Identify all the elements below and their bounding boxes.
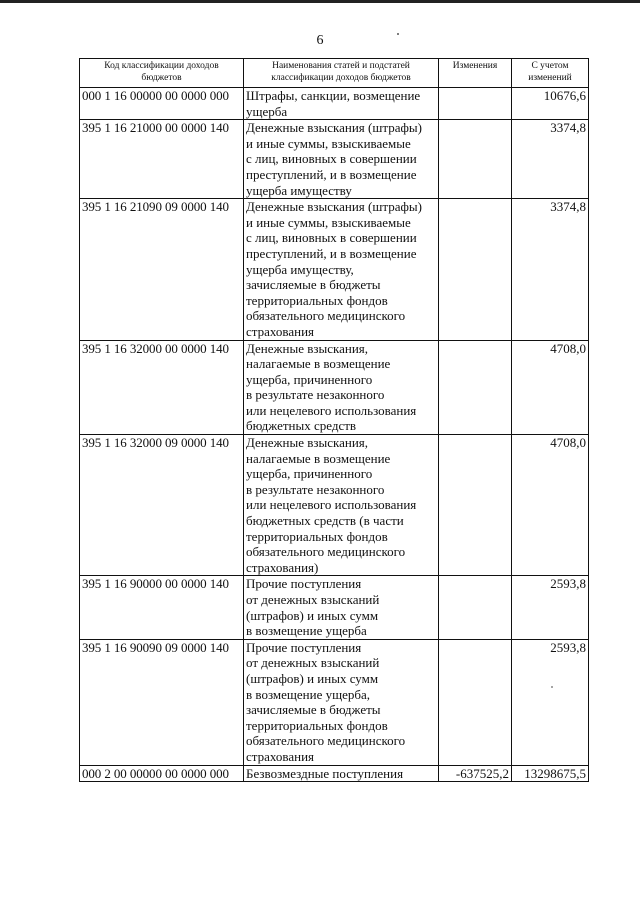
header-total: С учетом изменений <box>512 59 589 88</box>
table-row <box>80 765 589 782</box>
header-name: Наименования статей и подстатей классификации доходов бюджетов <box>244 59 439 88</box>
code-cell: 395 1 16 21090 09 0000 140 <box>80 199 244 340</box>
change-cell <box>439 88 512 120</box>
name-cell: Прочие поступления от денежных взысканий (штрафов) и иных сумм в возмещение ущерба, зачисляемые в бюджеты территориальных фондов обязательного медицинского страхования <box>244 639 439 765</box>
change-cell <box>439 639 512 765</box>
budget-revenue-table <box>79 58 589 782</box>
table-row <box>80 120 589 199</box>
total-cell: 13298675,5 <box>512 765 589 782</box>
name-cell: Денежные взыскания (штрафы) и иные суммы, взыскиваемые с лиц, виновных в совершении преступлений, и в возмещение ущерба имуществу <box>244 120 439 199</box>
change-cell <box>439 576 512 639</box>
total-cell: 10676,6 <box>512 88 589 120</box>
code-cell: 000 2 00 00000 00 0000 000 <box>80 765 244 782</box>
name-cell: Денежные взыскания (штрафы) и иные суммы, взыскиваемые с лиц, виновных в совершении преступлений, и в возмещение ущерба имуществу, зачисляемые в бюджеты территориальных фондов обязательного медицинского страхования <box>244 199 439 340</box>
name-cell: Денежные взыскания, налагаемые в возмещение ущерба, причиненного в результате незаконного или нецелевого использования бюджетных средств (в части территориальных фондов обязательного медицинского страхования) <box>244 435 439 576</box>
table-row <box>80 340 589 435</box>
code-cell: 395 1 16 32000 09 0000 140 <box>80 435 244 576</box>
code-cell: 395 1 16 21000 00 0000 140 <box>80 120 244 199</box>
name-cell: Денежные взыскания, налагаемые в возмещение ущерба, причиненного в результате незаконного или нецелевого использования бюджетных средств <box>244 340 439 435</box>
name-cell: Прочие поступления от денежных взысканий (штрафов) и иных сумм в возмещение ущерба <box>244 576 439 639</box>
header-change: Изменения <box>439 59 512 88</box>
change-cell <box>439 435 512 576</box>
total-cell: 3374,8 <box>512 199 589 340</box>
table-row <box>80 199 589 340</box>
header-code: Код классификации доходов бюджетов <box>80 59 244 88</box>
total-cell: 4708,0 <box>512 340 589 435</box>
top-border-line <box>0 0 640 3</box>
table-row <box>80 639 589 765</box>
code-cell: 395 1 16 90000 00 0000 140 <box>80 576 244 639</box>
change-cell <box>439 120 512 199</box>
code-cell: 000 1 16 00000 00 0000 000 <box>80 88 244 120</box>
total-cell: 2593,8 <box>512 639 589 765</box>
change-cell: -637525,2 <box>439 765 512 782</box>
change-cell <box>439 199 512 340</box>
total-cell: 2593,8 <box>512 576 589 639</box>
change-cell <box>439 340 512 435</box>
code-cell: 395 1 16 32000 00 0000 140 <box>80 340 244 435</box>
table-row <box>80 576 589 639</box>
table-body <box>80 88 589 782</box>
scan-speck <box>397 33 399 35</box>
page-number: 6 <box>316 33 324 48</box>
total-cell: 4708,0 <box>512 435 589 576</box>
name-cell: Штрафы, санкции, возмещение ущерба <box>244 88 439 120</box>
name-cell: Безвозмездные поступления <box>244 765 439 782</box>
table-row <box>80 435 589 576</box>
table-row <box>80 88 589 120</box>
total-cell: 3374,8 <box>512 120 589 199</box>
table-header-row <box>80 59 589 88</box>
code-cell: 395 1 16 90090 09 0000 140 <box>80 639 244 765</box>
